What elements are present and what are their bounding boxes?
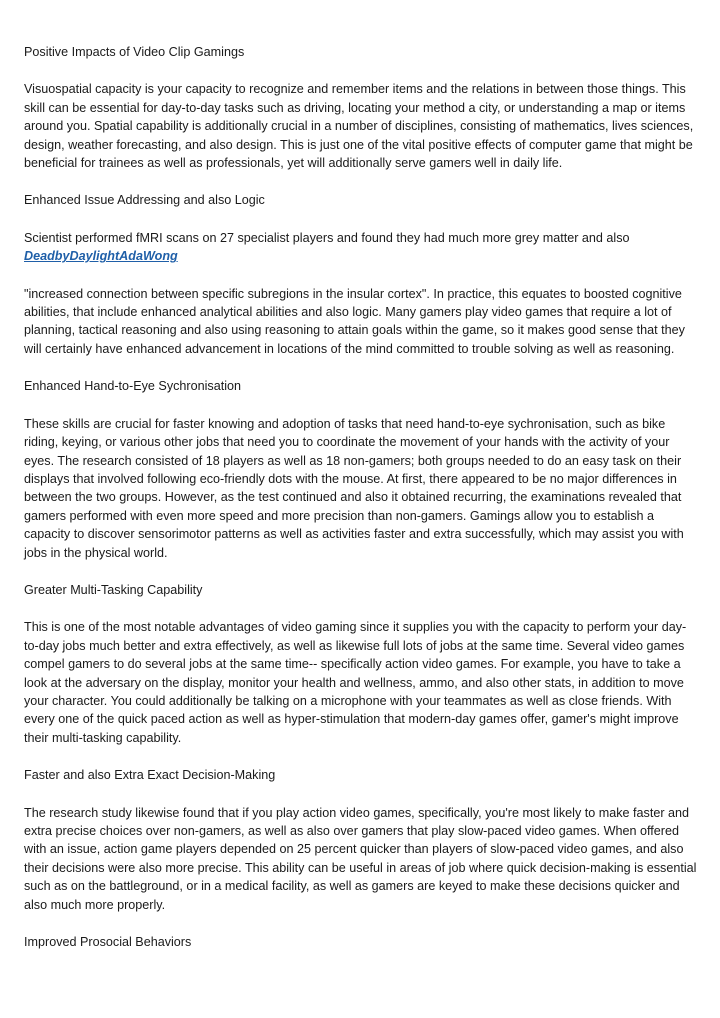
section-paragraph: "increased connection between specific subregions in the insular cortex". In practice, this equates to boosted cognitive abilities, that include enhanced analytical abilities and also logic. Many gamers play video games that require a lot of planning, tactical reasoning and also using reasoning to attain goals within the game, so it makes good sense that they will certainly have enhanced advancement in locations of the mind committed to trouble solving as well as reasoning. [24,286,685,356]
section-heading: Improved Prosocial Behaviors [24,935,192,950]
section-paragraph: The research study likewise found that if you play action video games, specifically, you're most likely to make faster and extra precise choices over non-gamers, as well as also over gamers that play slow-paced video games. When offered with an issue, action game players depended on 25 percent quicker than players of slow-paced video games, and also their decisions were also more precise. This ability can be useful in areas of job where quick decision-making is essential such as on the battleground, or in a medical facility, as well as gamers are keyed to make these decisions quicker and also much more properly. [24,805,697,912]
section-heading: Enhanced Issue Addressing and also Logic [24,193,265,208]
section-paragraph: Visuospatial capacity is your capacity to recognize and remember items and the relations in between those things. This skill can be essential for day-to-day tasks such as driving, locating your method a city, or understanding a map or items around you. Spatial capability is additionally crucial in a number of disciplines, consisting of mathematics, lives sciences, design, weather forecasting, and also design. This is just one of the vital positive effects of computer game that might be beneficial for trainees as well as professionals, yet will additionally serve gamers well in daily life. [24,82,694,171]
section-heading: Greater Multi-Tasking Capability [24,582,203,597]
section-heading: Enhanced Hand-to-Eye Sychronisation [24,379,242,394]
inline-link[interactable]: DeadbyDaylightAdaWong [24,249,178,264]
section-paragraph: These skills are crucial for faster knowing and adoption of tasks that need hand-to-eye sychronisation, such as bike riding, keying, or various other jobs that need you to coordinate the movement of your hands with the activity of your eyes. The research consisted of 18 players as well as 18 non-gamers; both groups needed to do an easy task on their displays that involved following eco-friendly dots with the mouse. At first, there appeared to be no major differences in between the two groups. However, as the test continued and also it obtained recurring, the examinations revealed that gamers performed with even more speed and more precision than non-gamers. Gamings allow you to establish a capacity to discover sensorimotor patterns as well as activities faster and extra successfully, which may assist you with jobs in the physical world. [24,416,684,560]
section-paragraph-with-link [24,229,698,266]
section-heading: Faster and also Extra Exact Decision-Making [24,768,276,783]
paragraph-text: Scientist performed fMRI scans on 27 specialist players and found they had much more grey matter and also [24,230,630,245]
section-paragraph: This is one of the most notable advantages of video gaming since it supplies you with the capacity to perform your day-to-day jobs much better and extra effectively, as well as likewise full lots of jobs at the same time. Several video games compel gamers to do several jobs at the same time-- specifically action video games. For example, you have to take a look at the adversary on the display, monitor your health and wellness, ammo, and also other stats, in addition to move your character. You could additionally be talking on a microphone with your teammates as well as close friends. With every one of the quick paced action as well as hyper-stimulation that modern-day games offer, gamer's might improve their multi-tasking capability. [24,620,687,745]
section-heading: Positive Impacts of Video Clip Gamings [24,45,245,59]
